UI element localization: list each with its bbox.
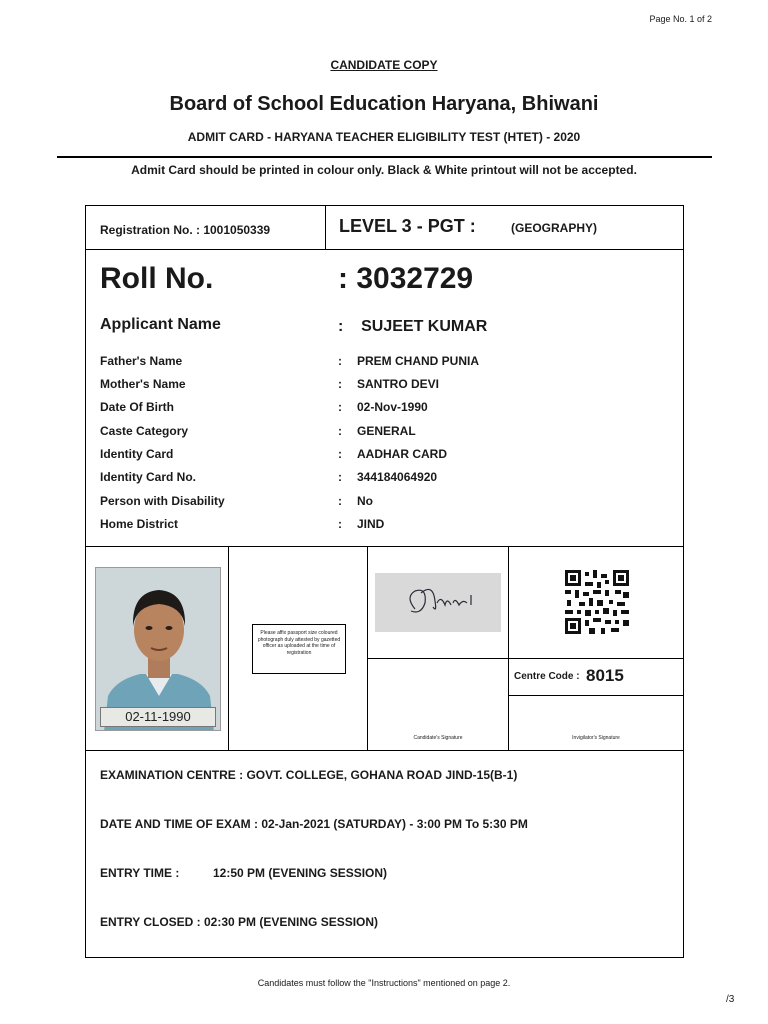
detail-value: 344184064920 xyxy=(357,470,438,484)
board-name: Board of School Education Haryana, Bhiwani xyxy=(169,93,599,115)
roll-number-value: : 3032729 xyxy=(338,262,474,295)
detail-row-identity-card xyxy=(100,447,660,467)
detail-label: Home District xyxy=(100,517,179,531)
column-divider xyxy=(508,546,509,750)
detail-value: GENERAL xyxy=(357,424,416,438)
detail-row-mother xyxy=(100,377,660,397)
detail-row-home-district xyxy=(100,517,660,537)
detail-row-dob xyxy=(100,400,660,420)
candidate-photo xyxy=(95,567,221,731)
detail-row-disability xyxy=(100,494,660,514)
row-divider xyxy=(367,658,683,659)
page-number: Page No. 1 of 2 xyxy=(649,14,712,24)
colour-print-notice: Admit Card should be printed in colour only. Black & White printout will not be accepted. xyxy=(131,163,637,177)
candidate-copy-label: CANDIDATE COPY xyxy=(330,58,438,72)
detail-value: PREM CHAND PUNIA xyxy=(357,354,480,368)
detail-colon: : xyxy=(338,470,342,484)
detail-colon: : xyxy=(338,424,342,438)
signature-scribble-icon xyxy=(375,573,501,632)
column-divider xyxy=(325,206,326,249)
detail-value: JIND xyxy=(357,517,385,531)
detail-colon: : xyxy=(338,400,342,414)
registration-number: Registration No. : 1001050339 xyxy=(100,223,271,237)
detail-label: Person with Disability xyxy=(100,494,225,508)
examination-centre: EXAMINATION CENTRE : GOVT. COLLEGE, GOHANA ROAD JIND-15(B-1) xyxy=(100,768,518,782)
detail-label: Mother's Name xyxy=(100,377,186,391)
detail-label: Caste Category xyxy=(100,424,189,438)
exam-subject: (GEOGRAPHY) xyxy=(511,221,598,235)
entry-time-label: ENTRY TIME : xyxy=(100,866,180,880)
detail-label: Identity Card xyxy=(100,447,174,461)
column-divider xyxy=(228,546,229,750)
exam-level: LEVEL 3 - PGT : xyxy=(339,216,476,236)
photo-date-stamp: 02-11-1990 xyxy=(100,707,216,727)
instructions-footer: Candidates must follow the "Instructions" mentioned on page 2. xyxy=(257,978,511,988)
detail-label: Date Of Birth xyxy=(100,400,175,414)
column-divider xyxy=(367,546,368,750)
detail-colon: : xyxy=(338,377,342,391)
detail-colon: : xyxy=(338,447,342,461)
applicant-name-colon: : xyxy=(338,318,344,335)
page-corner-mark: /3 xyxy=(726,994,735,1005)
invigilator-signature-caption: Invigilator's Signature xyxy=(572,735,620,741)
detail-colon: : xyxy=(338,517,342,531)
applicant-name-value xyxy=(338,318,487,336)
detail-value: SANTRO DEVI xyxy=(357,377,440,391)
detail-colon: : xyxy=(338,494,342,508)
detail-label: Identity Card No. xyxy=(100,470,197,484)
detail-row-father xyxy=(100,354,660,374)
detail-value: 02-Nov-1990 xyxy=(357,400,428,414)
applicant-name-text: SUJEET KUMAR xyxy=(361,318,488,335)
row-divider xyxy=(508,695,683,696)
detail-value: AADHAR CARD xyxy=(357,447,447,461)
affix-photo-note: Please affix passport size coloured photograph duly attested by gazetted officer as uploaded at the time of registration xyxy=(252,624,346,674)
header-divider xyxy=(57,156,712,158)
exam-date-time: DATE AND TIME OF EXAM : 02-Jan-2021 (SATURDAY) - 3:00 PM To 5:30 PM xyxy=(100,817,528,831)
row-divider xyxy=(86,249,683,250)
admit-card-subtitle: ADMIT CARD - HARYANA TEACHER ELIGIBILITY TEST (HTET) - 2020 xyxy=(187,130,581,144)
centre-code-label: Centre Code : xyxy=(514,671,580,682)
row-divider xyxy=(86,546,683,547)
detail-label: Father's Name xyxy=(100,354,183,368)
detail-colon: : xyxy=(338,354,342,368)
roll-number-label: Roll No. xyxy=(100,262,214,295)
candidate-signature-image xyxy=(375,573,501,632)
candidate-signature-caption: Candidate's Signature xyxy=(413,735,463,741)
detail-row-identity-number xyxy=(100,470,660,490)
detail-row-caste xyxy=(100,424,660,444)
entry-time-value: 12:50 PM (EVENING SESSION) xyxy=(213,866,388,880)
qr-code-icon xyxy=(565,570,629,634)
detail-value: No xyxy=(357,494,373,508)
centre-code-value: 8015 xyxy=(586,666,624,685)
entry-closed: ENTRY CLOSED : 02:30 PM (EVENING SESSION) xyxy=(100,915,379,929)
row-divider xyxy=(86,750,683,751)
admit-card xyxy=(85,205,684,958)
applicant-name-label: Applicant Name xyxy=(100,316,221,333)
